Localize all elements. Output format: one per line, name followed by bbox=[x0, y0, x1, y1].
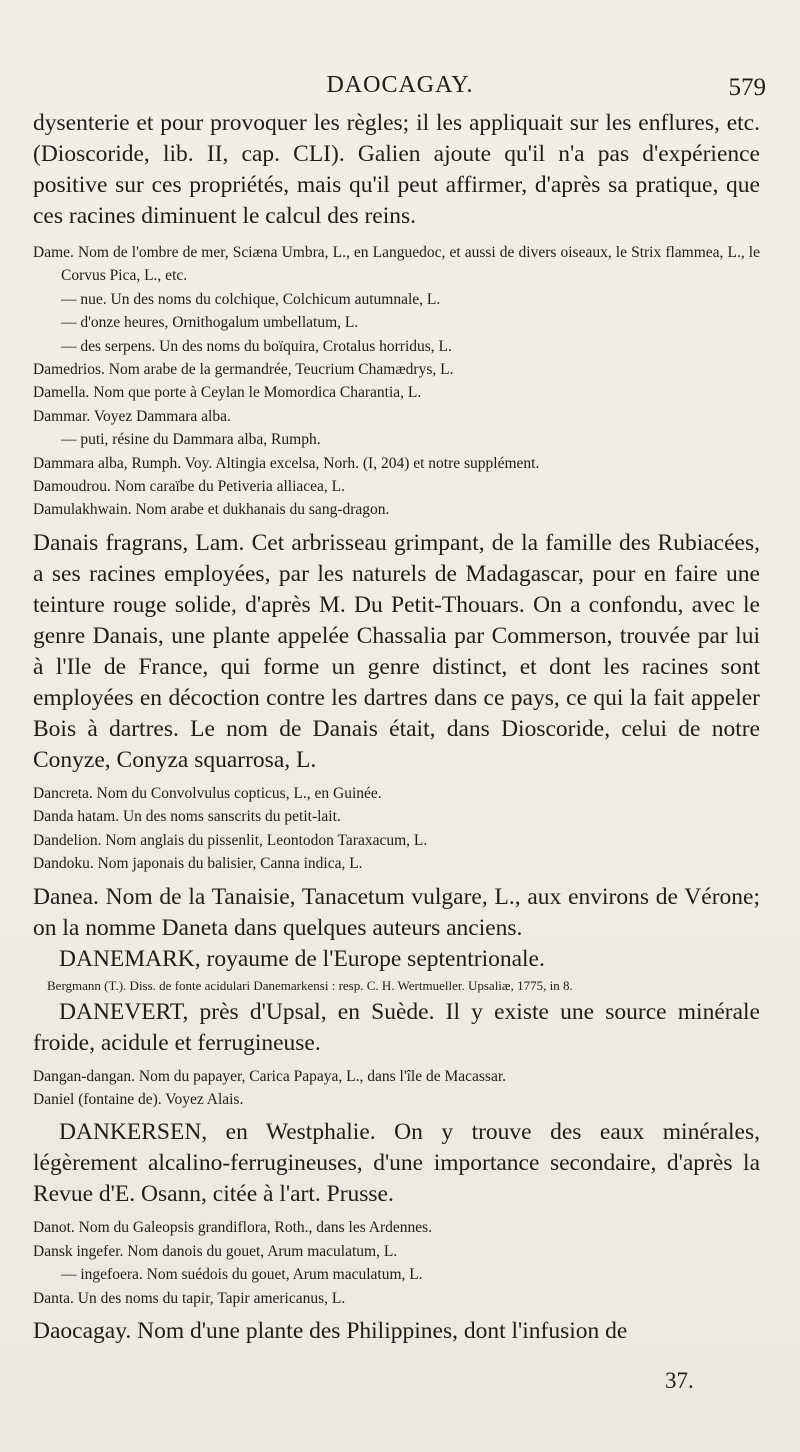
entry-dammar-puti: — puti, résine du Dammara alba, Rumph. bbox=[61, 431, 321, 449]
paragraph-daocagay: Daocagay. Nom d'une plante des Philippines, dont l'infusion de bbox=[33, 1317, 628, 1344]
entry-danot: Danot. Nom du Galeopsis grandiflora, Roth., dans les Ardennes. bbox=[33, 1219, 433, 1237]
entry-dandelion: Dandelion. Nom anglais du pissenlit, Leontodon Taraxacum, L. bbox=[33, 831, 428, 849]
page-header bbox=[0, 72, 800, 106]
entry-dame-des-serpens: — des serpens. Un des noms du boïquira, Crotalus horridus, L. bbox=[61, 337, 452, 355]
paragraph-dankersen: DANKERSEN, en Westphalie. On y trouve des eaux minérales, légèrement alcalino-ferrugineuses, d'une importance secondaire, d'après la Revue d'E. Osann, citée à l'art. Prusse. bbox=[33, 1119, 760, 1208]
entry-damedrios: Damedrios. Nom arabe de la germandrée, Teucrium Chamædrys, L. bbox=[33, 361, 454, 379]
entry-damulakhwain: Damulakhwain. Nom arabe et dukhanais du sang-dragon. bbox=[33, 501, 390, 519]
signature-mark: 37. bbox=[665, 1368, 694, 1393]
entry-danda-hatam: Danda hatam. Un des noms sanscrits du petit-lait. bbox=[33, 808, 341, 826]
paragraph-danevert: DANEVERT, près d'Upsal, en Suède. Il y existe une source minérale froide, acidule et ferrugineuse. bbox=[33, 998, 760, 1056]
entry-dammar: Dammar. Voyez Dammara alba. bbox=[33, 407, 231, 425]
page-body bbox=[33, 108, 760, 1347]
paragraph-danea: Danea. Nom de la Tanaisie, Tanacetum vulgare, L., aux environs de Vérone; on la nomme Daneta dans quelques auteurs anciens. bbox=[33, 883, 760, 941]
paragraph-danemark: DANEMARK, royaume de l'Europe septentrionale. bbox=[59, 945, 545, 972]
entry-dandoku: Dandoku. Nom japonais du balisier, Canna indica, L. bbox=[33, 855, 363, 873]
entry-dansk-ingefer: Dansk ingefer. Nom danois du gouet, Arum maculatum, L. bbox=[33, 1242, 398, 1260]
reference-bergmann: Bergmann (T.). Diss. de fonte acidulari Danemarkensi : resp. C. H. Wertmueller. Upsaliæ, 1775, in 8. bbox=[47, 977, 573, 993]
page-number: 579 bbox=[728, 74, 766, 101]
entry-daniel: Daniel (fontaine de). Voyez Alais. bbox=[33, 1090, 244, 1108]
entry-dame: Dame. Nom de l'ombre de mer, Sciæna Umbra, L., en Languedoc, et aussi de divers oiseaux, le Strix flammea, L., le Corvus Pica, L., etc. bbox=[33, 244, 760, 285]
entry-damoudrou: Damoudrou. Nom caraïbe du Petiveria alliacea, L. bbox=[33, 478, 346, 496]
entry-damella: Damella. Nom que porte à Ceylan le Momordica Charantia, L. bbox=[33, 384, 422, 402]
entry-dancreta: Dancreta. Nom du Convolvulus copticus, L., en Guinée. bbox=[33, 784, 382, 802]
paragraph-dysenterie: dysenterie et pour provoquer les règles; il les appliquait sur les enflures, etc. (Dioscoride, lib. II, cap. CLI). Galien ajoute qu'il n'a pas d'expérience positive sur ces propriétés, mais qu'il peut affirmer, d'après sa pratique, que ces racines diminuent le calcul des reins. bbox=[33, 110, 760, 229]
entry-ingefoera: — ingefoera. Nom suédois du gouet, Arum maculatum, L. bbox=[61, 1266, 423, 1284]
entry-dammara-alba: Dammara alba, Rumph. Voy. Altingia excelsa, Norh. (I, 204) et notre supplément. bbox=[33, 454, 540, 472]
entry-dame-nue: — nue. Un des noms du colchique, Colchicum autumnale, L. bbox=[61, 290, 441, 308]
entry-danta: Danta. Un des noms du tapir, Tapir americanus, L. bbox=[33, 1289, 346, 1307]
running-title: DAOCAGAY. bbox=[326, 72, 474, 98]
entry-dangan-dangan: Dangan-dangan. Nom du papayer, Carica Papaya, L., dans l'île de Macassar. bbox=[33, 1067, 507, 1085]
paragraph-danais: Danais fragrans, Lam. Cet arbrisseau grimpant, de la famille des Rubiacées, a ses racines employées, par les naturels de Madagascar, pour en faire une teinture rouge solide, d'après M. Du Petit-Thouars. On a confondu, avec le genre Danais, une plante appelée Chassalia par Commerson, trouvée par lui à l'Ile de France, qui forme un genre distinct, et dont les racines sont employées en décoction contre les dartres dans ce pays, ce qui la fait appeler Bois à dartres. Le nom de Danais était, dans Dioscoride, celui de notre Conyze, Conyza squarrosa, L. bbox=[33, 529, 760, 773]
entry-dame-onze-heures: — d'onze heures, Ornithogalum umbellatum, L. bbox=[61, 314, 359, 332]
